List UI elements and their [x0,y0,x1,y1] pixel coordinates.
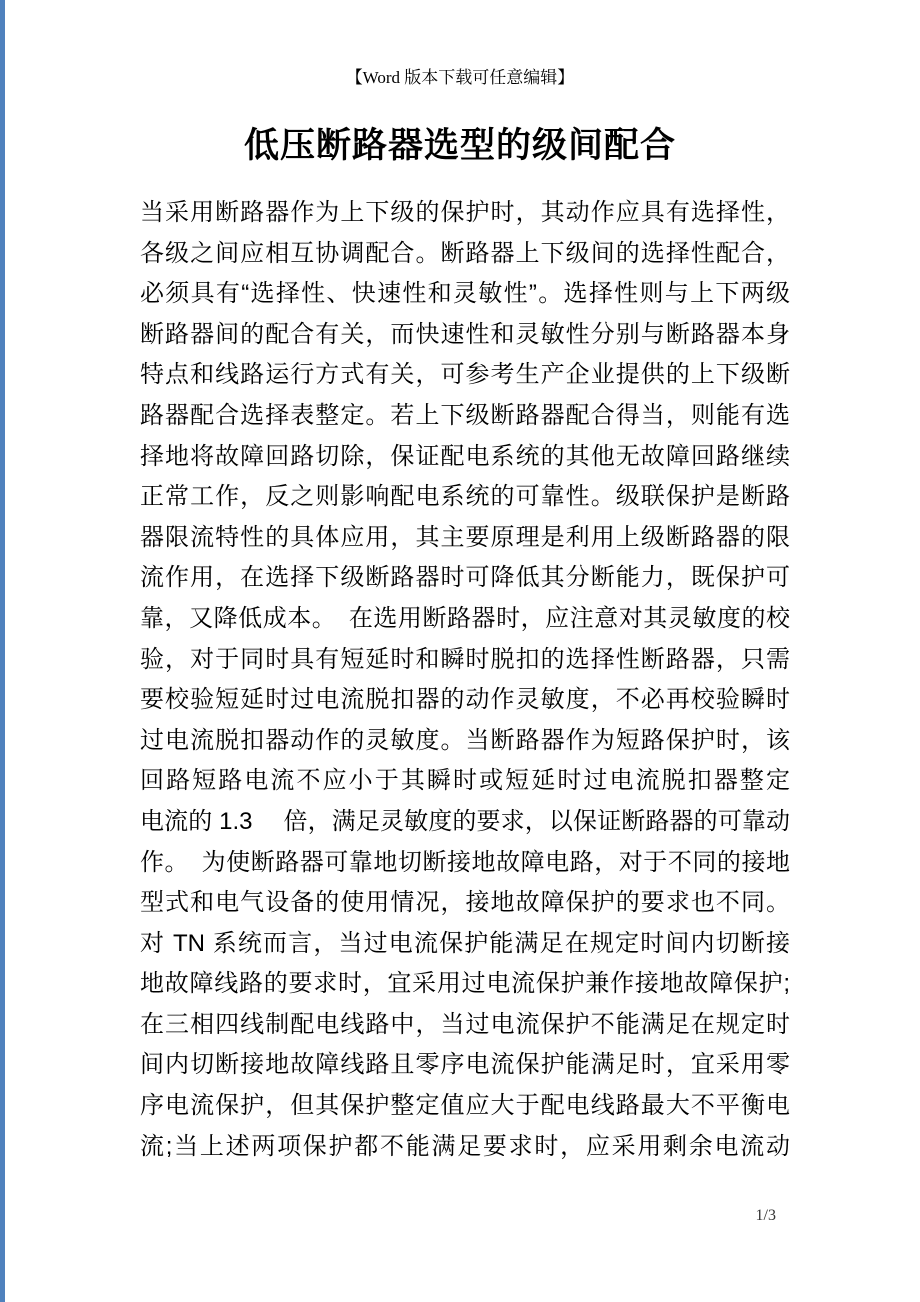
body-line: 流作用，在选择下级断路器时可降低其分断能力，既保护可 [140,564,790,592]
body-line: 在三相四线制配电线路中，当过电流保护不能满足在规定时 [140,1010,790,1038]
document-title: 低压断路器选型的级间配合 [243,126,676,165]
body-line: 作。 为使断路器可靠地切断接地故障电路，对于不同的接地 [140,848,790,876]
body-line: 正常工作，反之则影响配电系统的可靠性。级联保护是断路 [140,483,790,511]
left-accent-bar [0,0,5,1302]
body-line: 型式和电气设备的使用情况，接地故障保护的要求也不同。 [140,889,790,917]
body-line: 必须具有“选择性、快速性和灵敏性”。选择性则与上下两级 [140,280,790,308]
body-line: 断路器间的配合有关，而快速性和灵敏性分别与断路器本身 [140,320,790,348]
body-line: 对 TN 系统而言，当过电流保护能满足在规定时间内切断接 [140,929,790,957]
body-line: 间内切断接地故障线路且零序电流保护能满足时，宜采用零 [140,1051,790,1079]
body-line: 特点和线路运行方式有关，可参考生产企业提供的上下级断 [140,361,790,389]
body-line: 地故障线路的要求时，宜采用过电流保护兼作接地故障保护; [140,970,790,998]
body-line: 电流的 1.3 倍，满足灵敏度的要求，以保证断路器的可靠动 [140,807,790,835]
body-text [140,193,790,1167]
page-number: 1/3 [755,1207,776,1224]
header-notice: 【Word 版本下载可任意编辑】 [345,68,575,87]
body-line: 序电流保护，但其保护整定值应大于配电线路最大不平衡电 [140,1092,790,1120]
body-line: 流;当上述两项保护都不能满足要求时，应采用剩余电流动 [140,1132,790,1160]
body-line: 靠，又降低成本。 在选用断路器时，应注意对其灵敏度的校 [140,604,790,632]
body-line: 各级之间应相互协调配合。断路器上下级间的选择性配合， [140,239,790,267]
body-line: 过电流脱扣器动作的灵敏度。当断路器作为短路保护时，该 [140,726,790,754]
body-line: 验，对于同时具有短延时和瞬时脱扣的选择性断路器，只需 [140,645,790,673]
body-line: 要校验短延时过电流脱扣器的动作灵敏度，不必再校验瞬时 [140,686,790,714]
body-line: 择地将故障回路切除，保证配电系统的其他无故障回路继续 [140,442,790,470]
body-line: 器限流特性的具体应用，其主要原理是利用上级断路器的限 [140,523,790,551]
body-line: 当采用断路器作为上下级的保护时，其动作应具有选择性， [140,199,790,226]
body-line: 回路短路电流不应小于其瞬时或短延时过电流脱扣器整定 [140,767,790,795]
body-line: 路器配合选择表整定。若上下级断路器配合得当，则能有选 [140,401,790,429]
